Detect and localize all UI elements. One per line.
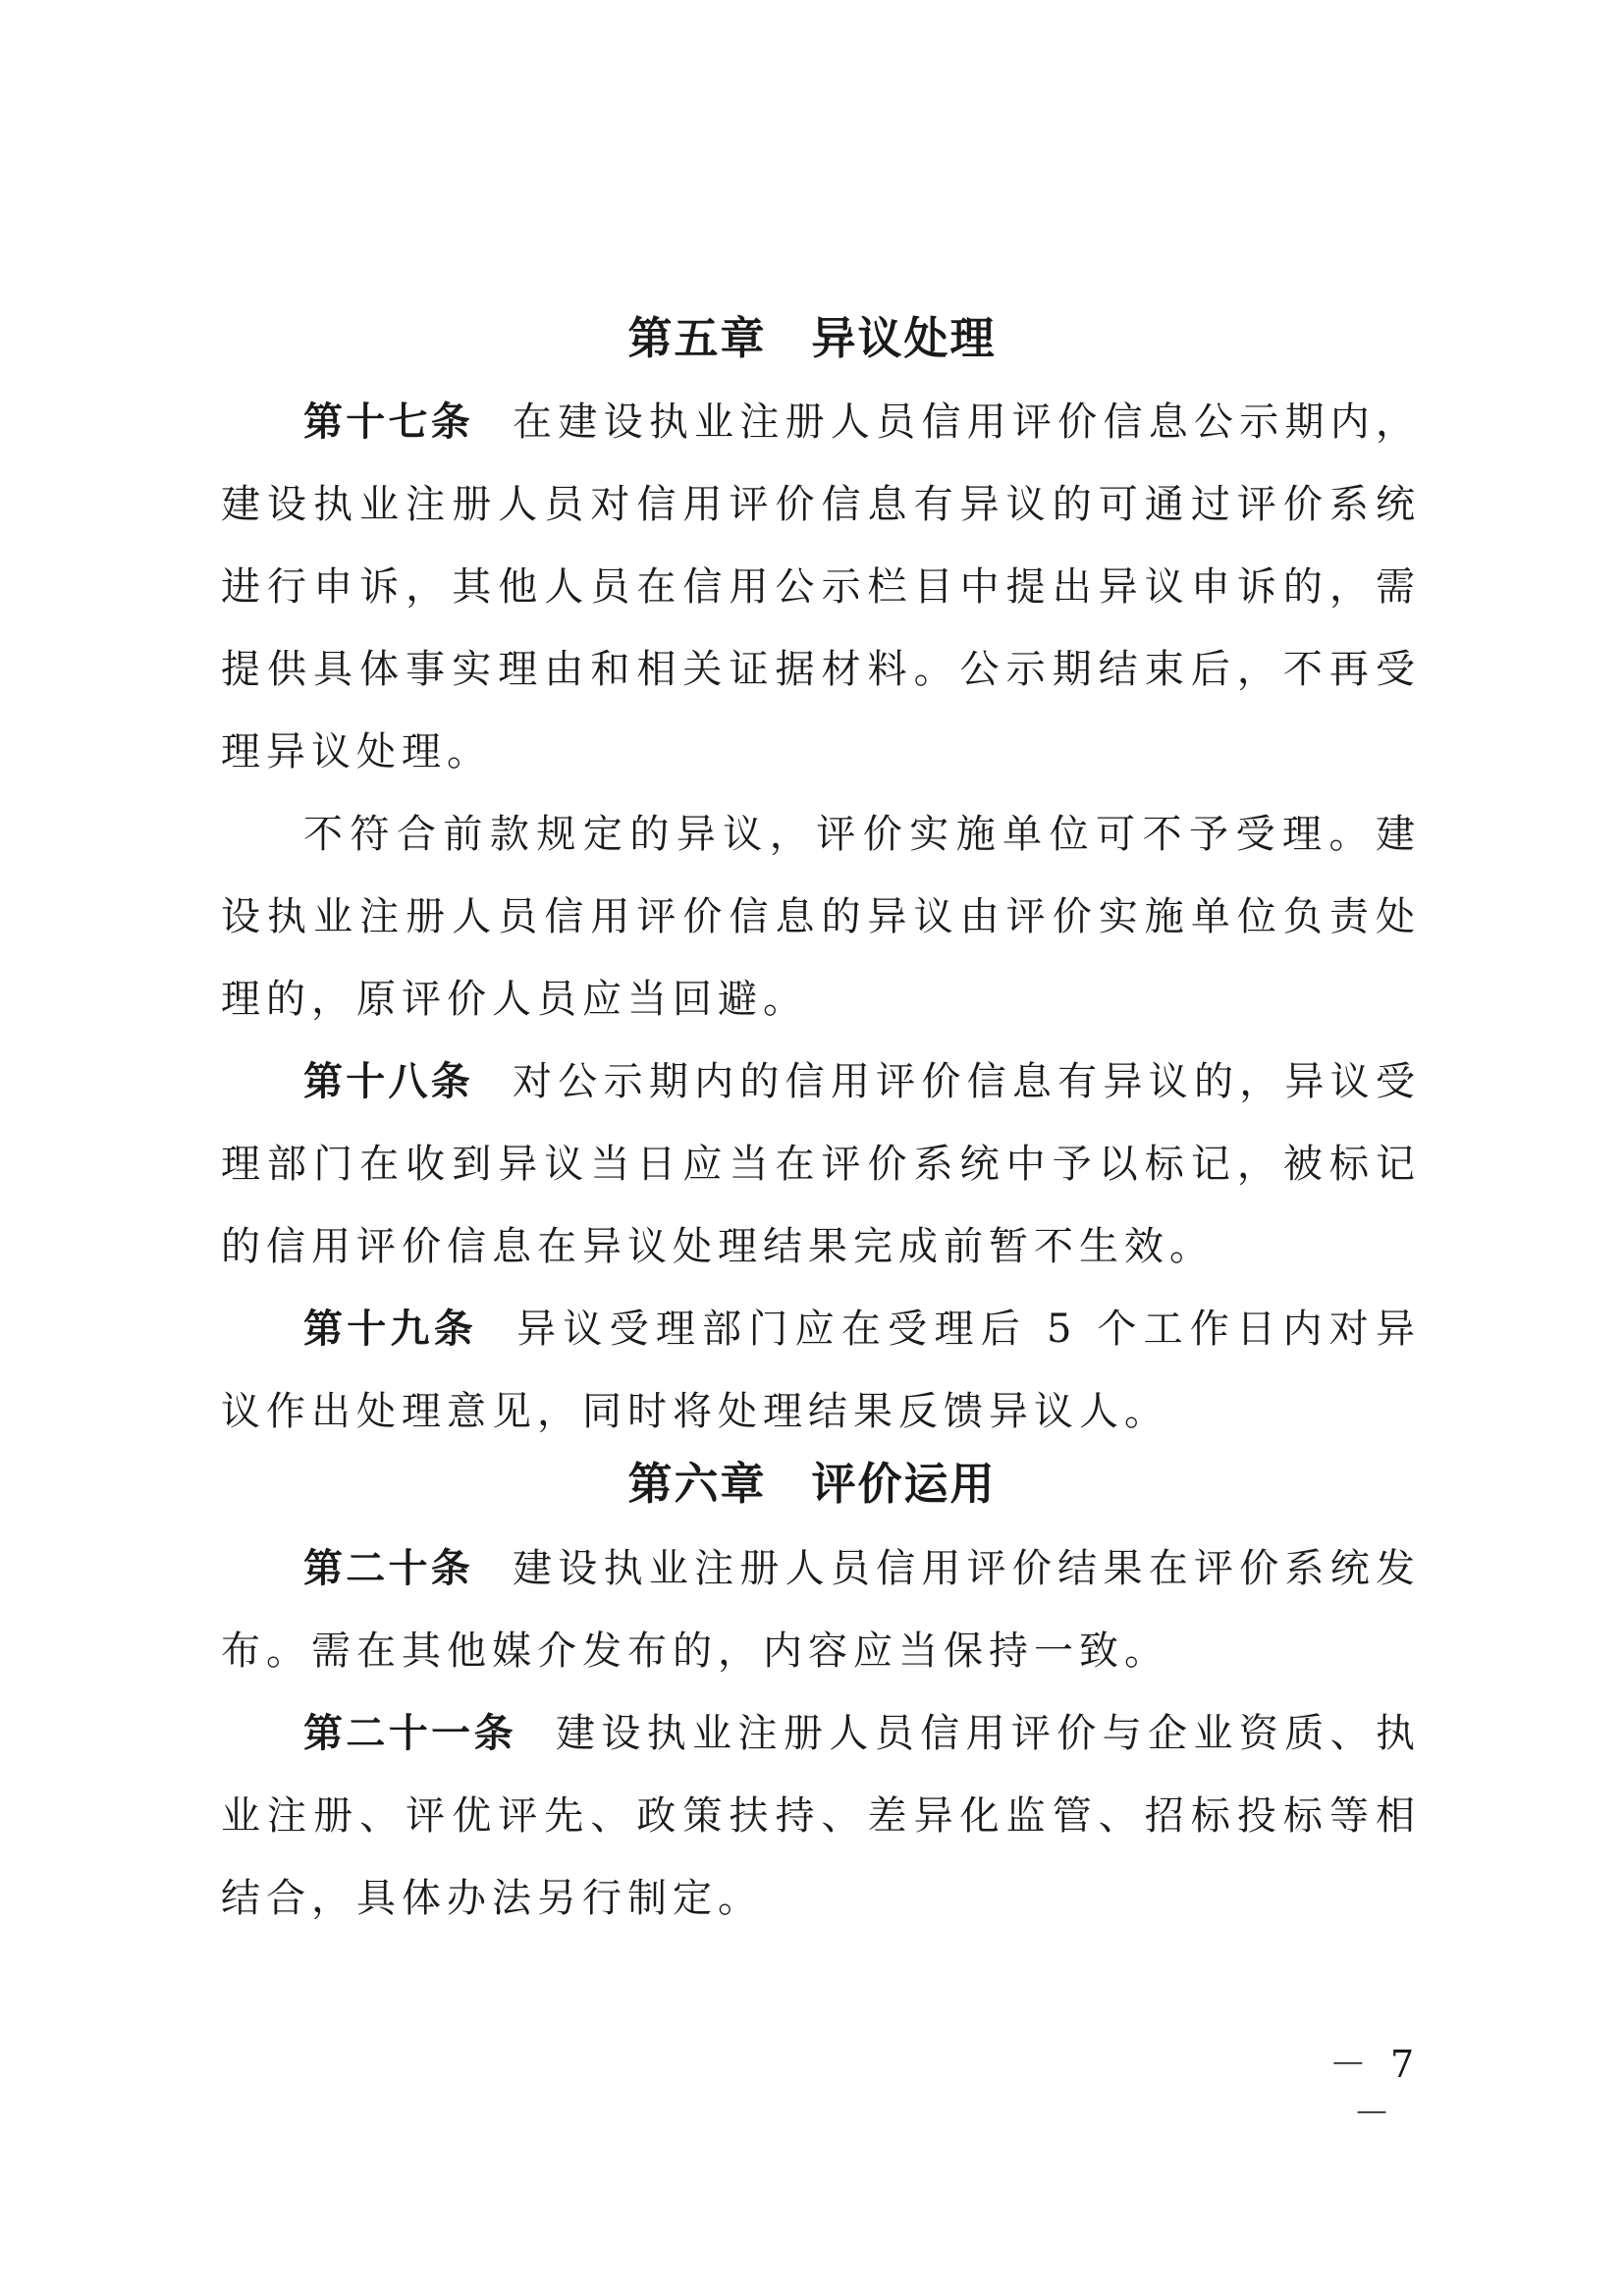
chapter-body: [221, 1527, 1421, 1940]
article-paragraph: [221, 1041, 1421, 1288]
chapter-heading: [0, 309, 1624, 368]
chapter-title: 异议处理: [811, 312, 997, 364]
article-paragraph: [221, 1288, 1421, 1453]
article-paragraph: [221, 793, 1421, 1041]
article-text: 在建设执业注册人员信用评价信息公示期内，建设执业注册人员对信用评价信息有异议的可通过评价系统进行申诉，其他人员在信用公示栏目中提出异议申诉的，需提供具体事实理由和相关证据材料。公示期结束后，不再受理异议处理。: [221, 400, 1422, 774]
article-label: 第十八条: [303, 1059, 474, 1104]
chapter-body: [221, 381, 1421, 1453]
chapter-number: 第六章: [627, 1458, 767, 1510]
article-paragraph: [221, 1692, 1421, 1940]
article-label: 第十九条: [303, 1307, 478, 1352]
article-label: 第二十条: [303, 1546, 474, 1591]
chapter-number: 第五章: [627, 312, 767, 364]
article-text: 不符合前款规定的异议，评价实施单位可不予受理。建设执业注册人员信用评价信息的异议由评价实施单位负责处理的，原评价人员应当回避。: [221, 812, 1421, 1022]
article-text: 建设执业注册人员信用评价结果在评价系统发布。需在其他媒介发布的，内容应当保持一致。: [221, 1546, 1422, 1674]
chapter-title: 评价运用: [811, 1458, 997, 1510]
article-text: 建设执业注册人员信用评价与企业资质、执业注册、评优评先、政策扶持、差异化监管、招标投标等相结合，具体办法另行制定。: [221, 1711, 1422, 1921]
article-label: 第二十一条: [303, 1711, 516, 1756]
article-paragraph: [221, 1527, 1421, 1692]
article-label: 第十七条: [303, 400, 474, 445]
article-text: 对公示期内的信用评价信息有异议的，异议受理部门在收到异议当日应当在评价系统中予以标记，被标记的信用评价信息在异议处理结果完成前暂不生效。: [221, 1059, 1422, 1269]
article-paragraph: [221, 381, 1421, 793]
page-number: － 7 －: [1328, 2043, 1421, 2135]
chapter-heading: [0, 1455, 1624, 1514]
article-text: 异议受理部门应在受理后 5 个工作日内对异议作出处理意见，同时将处理结果反馈异议人。: [221, 1307, 1421, 1434]
